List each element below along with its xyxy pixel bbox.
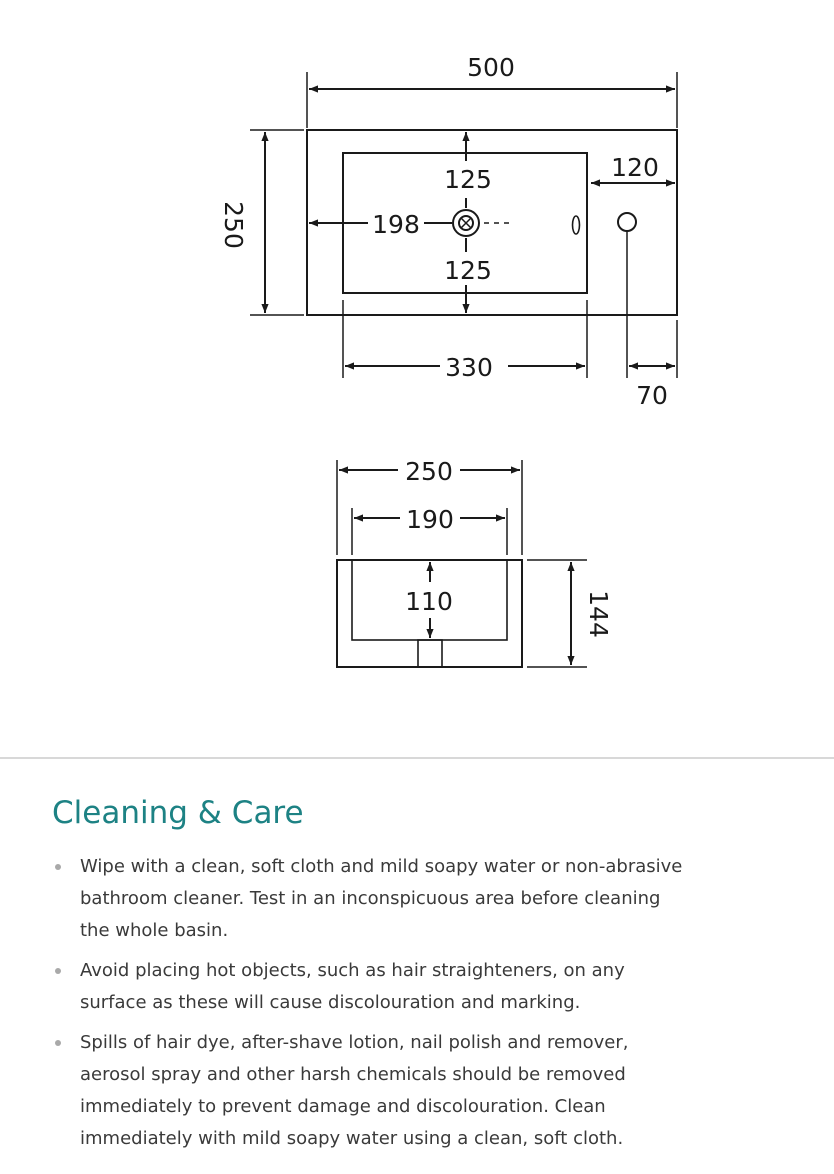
cleaning-care-section (52, 795, 692, 1163)
dim-330: 330 (445, 353, 493, 382)
dim-side-250: 250 (405, 457, 453, 486)
overflow-slot (573, 216, 580, 234)
dim-120: 120 (611, 153, 659, 182)
care-item: Wipe with a clean, soft cloth and mild soapy water or non-abrasive bathroom cleaner. Test in an inconspicuous area before cleaning the whole basin. (52, 851, 692, 947)
side-view (337, 460, 587, 667)
dim-side-190: 190 (406, 505, 454, 534)
care-list (52, 851, 692, 1155)
waste-outlet (453, 210, 479, 236)
dim-side-110: 110 (405, 587, 453, 616)
section-divider (0, 757, 834, 759)
dim-70: 70 (636, 381, 668, 410)
dim-125-back: 125 (444, 165, 492, 194)
section-title: Cleaning & Care (52, 795, 304, 831)
dim-500: 500 (467, 53, 515, 82)
side-waste-outline (418, 640, 442, 667)
tap-hole (618, 213, 636, 231)
care-item: Spills of hair dye, after-shave lotion, nail polish and remover, aerosol spray and other harsh chemicals should be removed immediately to prevent damage and discolouration. Clean immediately with mild soapy water using a clean, soft cloth. (52, 1027, 692, 1155)
dim-250-depth: 250 (219, 201, 248, 249)
dim-side-144: 144 (584, 590, 613, 638)
dim-198: 198 (372, 210, 420, 239)
dim-125-front: 125 (444, 256, 492, 285)
top-view (250, 72, 677, 378)
care-item: Avoid placing hot objects, such as hair straighteners, on any surface as these will cause discolouration and marking. (52, 955, 692, 1019)
